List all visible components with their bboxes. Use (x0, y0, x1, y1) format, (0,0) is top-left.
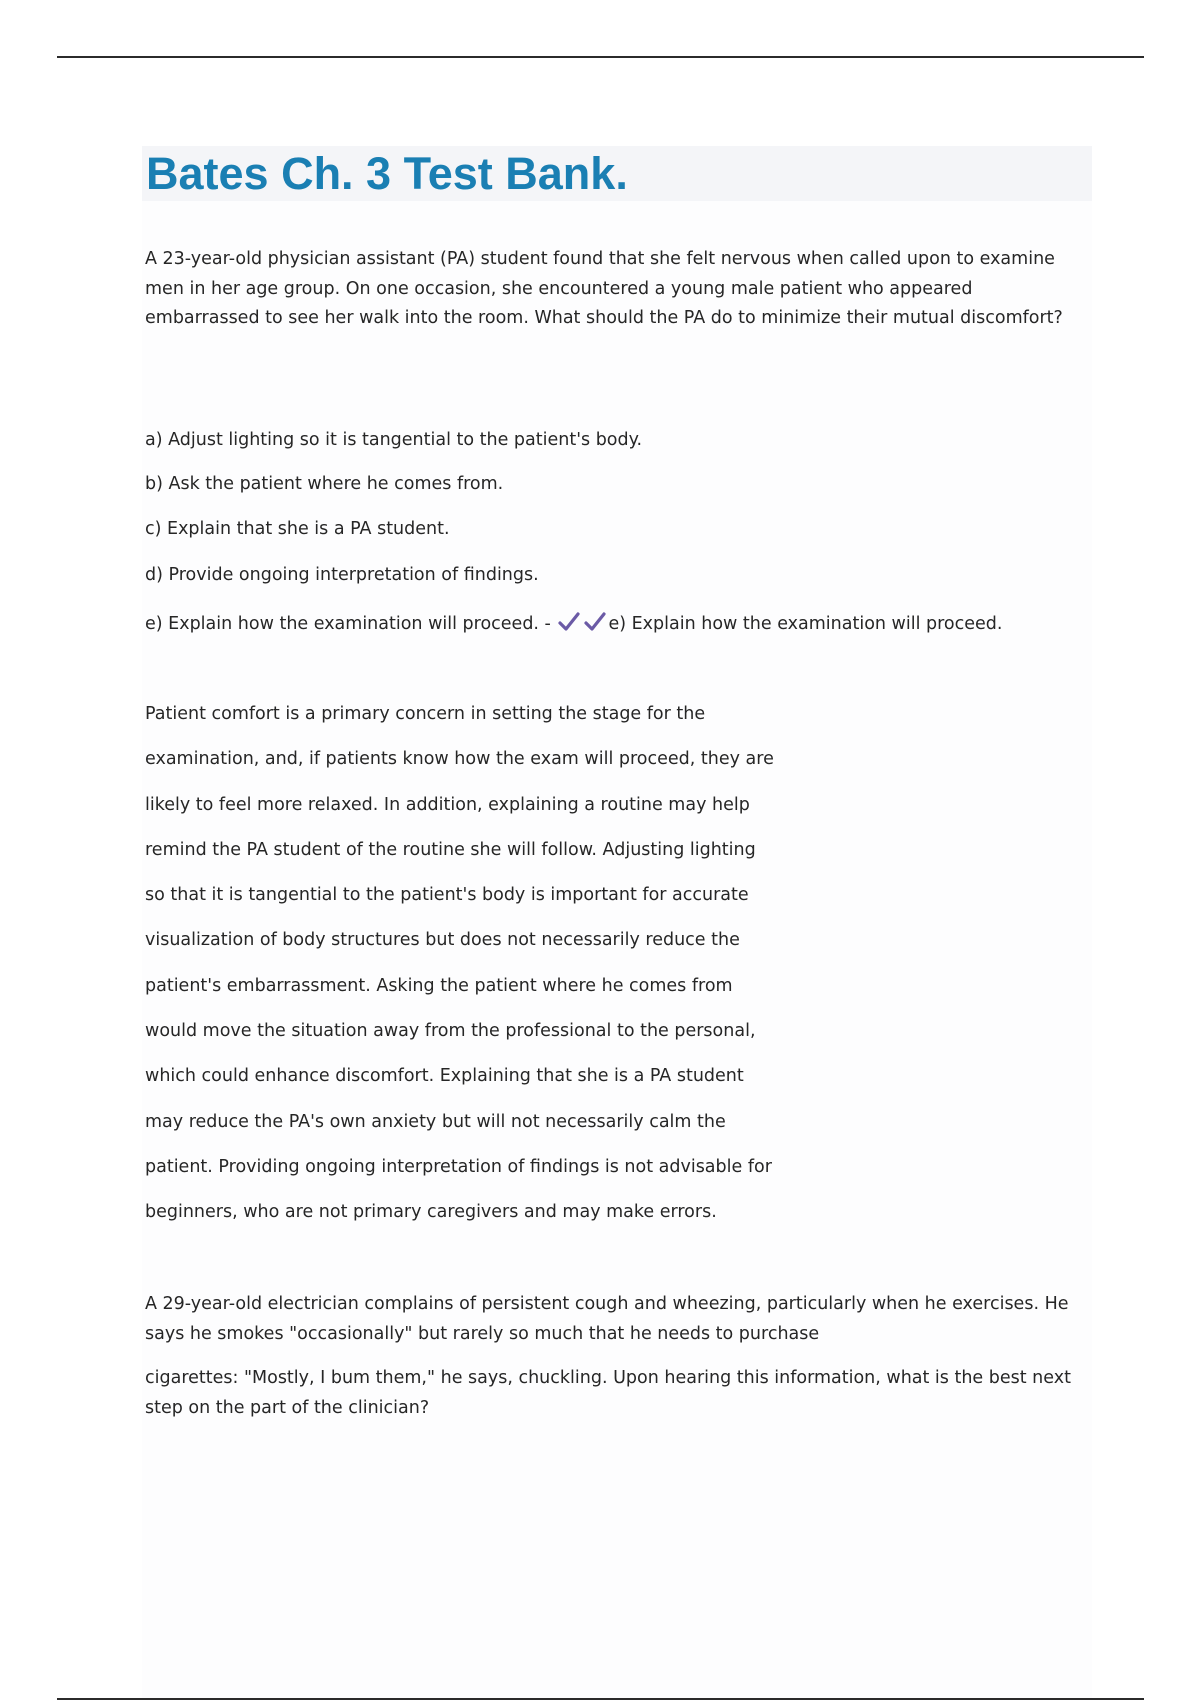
option-c: c) Explain that she is a PA student. (145, 519, 450, 539)
check-icon (557, 611, 581, 633)
explanation-line: so that it is tangential to the patient's body is important for accurate (145, 885, 749, 906)
option-e-text: e) Explain how the examination will proceed. - (145, 614, 551, 634)
explanation-line: likely to feel more relaxed. In addition, explaining a routine may help (145, 794, 750, 815)
option-e (145, 611, 1002, 636)
option-b: b) Ask the patient where he comes from. (145, 474, 504, 494)
explanation-line: Patient comfort is a primary concern in setting the stage for the (145, 704, 706, 724)
correct-answer-text: e) Explain how the examination will proceed. (608, 614, 1003, 634)
option-d: d) Provide ongoing interpretation of findings. (145, 565, 539, 585)
explanation-line: patient. Providing ongoing interpretation of findings is not advisable for (145, 1156, 772, 1177)
option-a: a) Adjust lighting so it is tangential to the patient's body. (145, 430, 643, 450)
question-2-stem-part-1: A 29-year-old electrician complains of persistent cough and wheezing, particularly when he exercises. He says he smokes "occasionally" but rarely so much that he needs to purchase (145, 1294, 1069, 1344)
header-rule (57, 56, 1144, 58)
explanation-line: may reduce the PA's own anxiety but will not necessarily calm the (145, 1111, 726, 1132)
question-1-stem: A 23-year-old physician assistant (PA) student found that she felt nervous when called upon to examine men in her age group. On one occasion, she encountered a young male patient who appeared embarrassed to see her walk into the room. What should the PA do to minimize their mutual discomfort? (145, 249, 1063, 328)
explanation-line: would move the situation away from the professional to the personal, (145, 1021, 756, 1042)
explanation-line: examination, and, if patients know how the exam will proceed, they are (145, 749, 774, 770)
explanation-line: patient's embarrassment. Asking the patient where he comes from (145, 975, 733, 996)
explanation-line: which could enhance discomfort. Explaining that she is a PA student (145, 1066, 744, 1087)
question-2-stem-part-2: cigarettes: "Mostly, I bum them," he says, chuckling. Upon hearing this information, what is the best next step on the part of the clinician? (145, 1368, 1071, 1418)
check-icon (583, 611, 607, 633)
explanation-line: visualization of body structures but does not necessarily reduce the (145, 930, 740, 951)
document-title: Bates Ch. 3 Test Bank. (146, 148, 628, 199)
answer-explanation (145, 700, 805, 1244)
explanation-line: remind the PA student of the routine she will follow. Adjusting lighting (145, 839, 756, 860)
explanation-line: beginners, who are not primary caregivers and may make errors. (145, 1202, 717, 1223)
